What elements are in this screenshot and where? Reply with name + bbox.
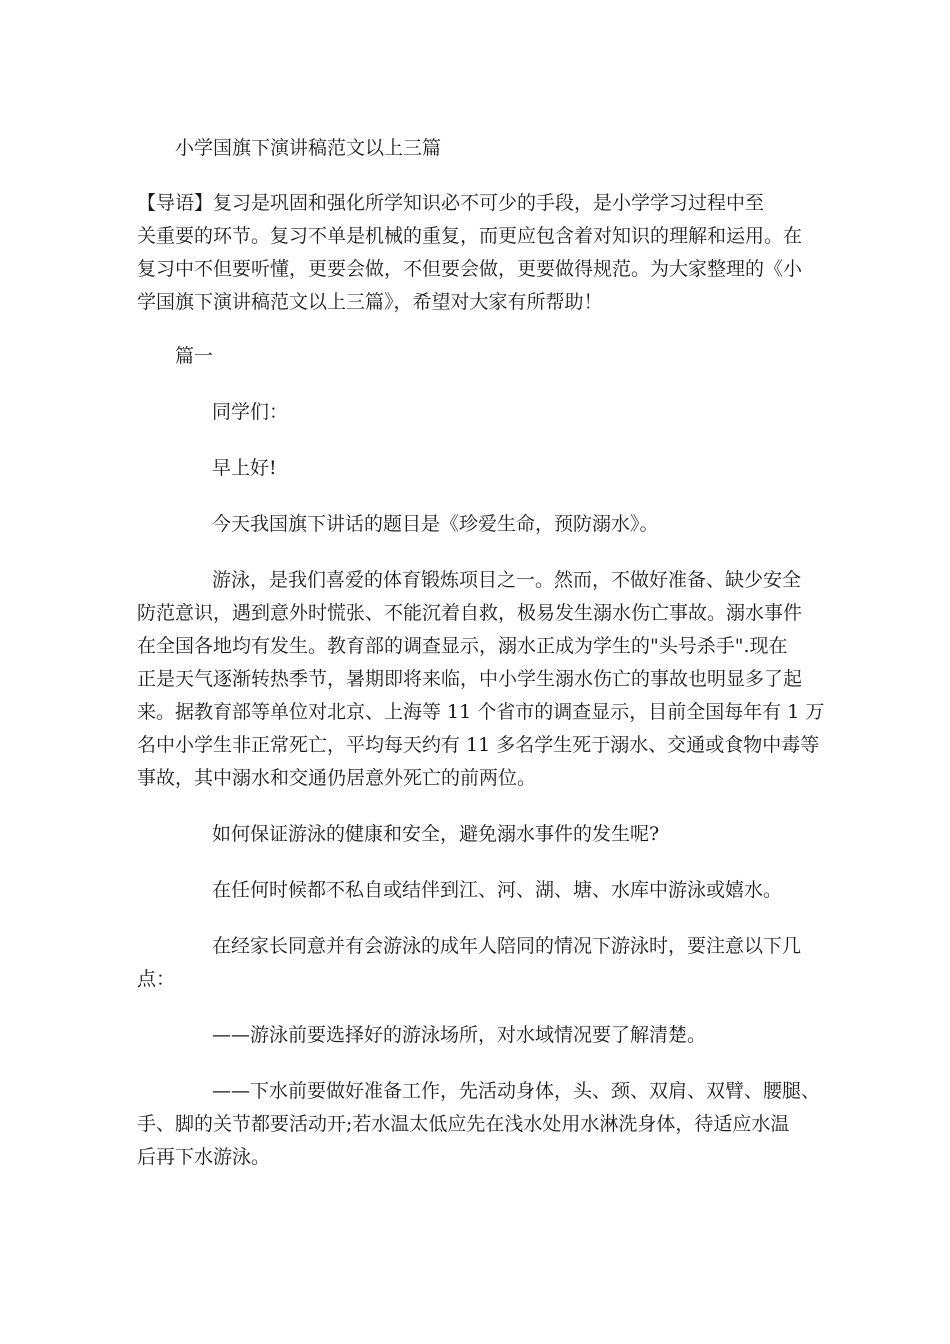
document-title: 小学国旗下演讲稿范文以上三篇 xyxy=(175,137,442,159)
question-line: 如何保证游泳的健康和安全，避免溺水事件的发生呢? xyxy=(212,823,660,845)
rule-line: 在经家长同意并有会游泳的成年人陪同的情况下游泳时，要注意以下几 xyxy=(212,935,802,957)
intro-line: 关重要的环节。复习不单是机械的重复，而更应包含着对知识的理解和运用。在 xyxy=(137,225,803,247)
point-line: 后再下水游泳。 xyxy=(137,1146,271,1168)
paragraph-line: 事故，其中溺水和交通仍居意外死亡的前两位。 xyxy=(137,767,537,789)
section-heading: 篇一 xyxy=(175,345,214,367)
morning-line: 早上好! xyxy=(212,457,277,479)
point-line: ——游泳前要选择好的游泳场所，对水域情况要了解清楚。 xyxy=(212,1024,707,1046)
paragraph-line: 名中小学生非正常死亡，平均每天约有 11 多名学生死于溺水、交通或食物中毒等 xyxy=(137,734,820,756)
intro-line: 【导语】复习是巩固和强化所学知识必不可少的手段，是小学学习过程中至 xyxy=(137,192,765,214)
point-line: 手、脚的关节都要活动开;若水温太低应先在浅水处用水淋洗身体，待适应水温 xyxy=(137,1113,790,1135)
paragraph-line: 防范意识，遇到意外时慌张、不能沉着自救，极易发生溺水伤亡事故。溺水事件 xyxy=(137,602,803,624)
greeting-line: 同学们： xyxy=(212,401,289,423)
paragraph-line: 正是天气逐渐转热季节，暑期即将来临，中小学生溺水伤亡的事故也明显多了起 xyxy=(137,668,803,690)
intro-line: 学国旗下演讲稿范文以上三篇》，希望对大家有所帮助！ xyxy=(137,291,603,313)
paragraph-line: 在全国各地均有发生。教育部的调查显示，溺水正成为学生的"头号杀手".现在 xyxy=(137,635,788,657)
rule-line: 在任何时候都不私自或结伴到江、河、湖、塘、水库中游泳或嬉水。 xyxy=(212,879,783,901)
rule-line: 点： xyxy=(137,968,176,990)
paragraph-line: 来。据教育部等单位对北京、上海等 11 个省市的调查显示，目前全国每年有 1 万 xyxy=(137,701,825,723)
topic-line: 今天我国旗下讲话的题目是《珍爱生命，预防溺水》。 xyxy=(212,513,659,535)
paragraph-line: 游泳，是我们喜爱的体育锻炼项目之一。然而，不做好准备、缺少安全 xyxy=(212,569,802,591)
point-line: ——下水前要做好准备工作，先活动身体，头、颈、双肩、双臂、腰腿、 xyxy=(212,1080,821,1102)
intro-line: 复习中不但要听懂，更要会做，不但要会做，更要做得规范。为大家整理的《小 xyxy=(137,258,803,280)
